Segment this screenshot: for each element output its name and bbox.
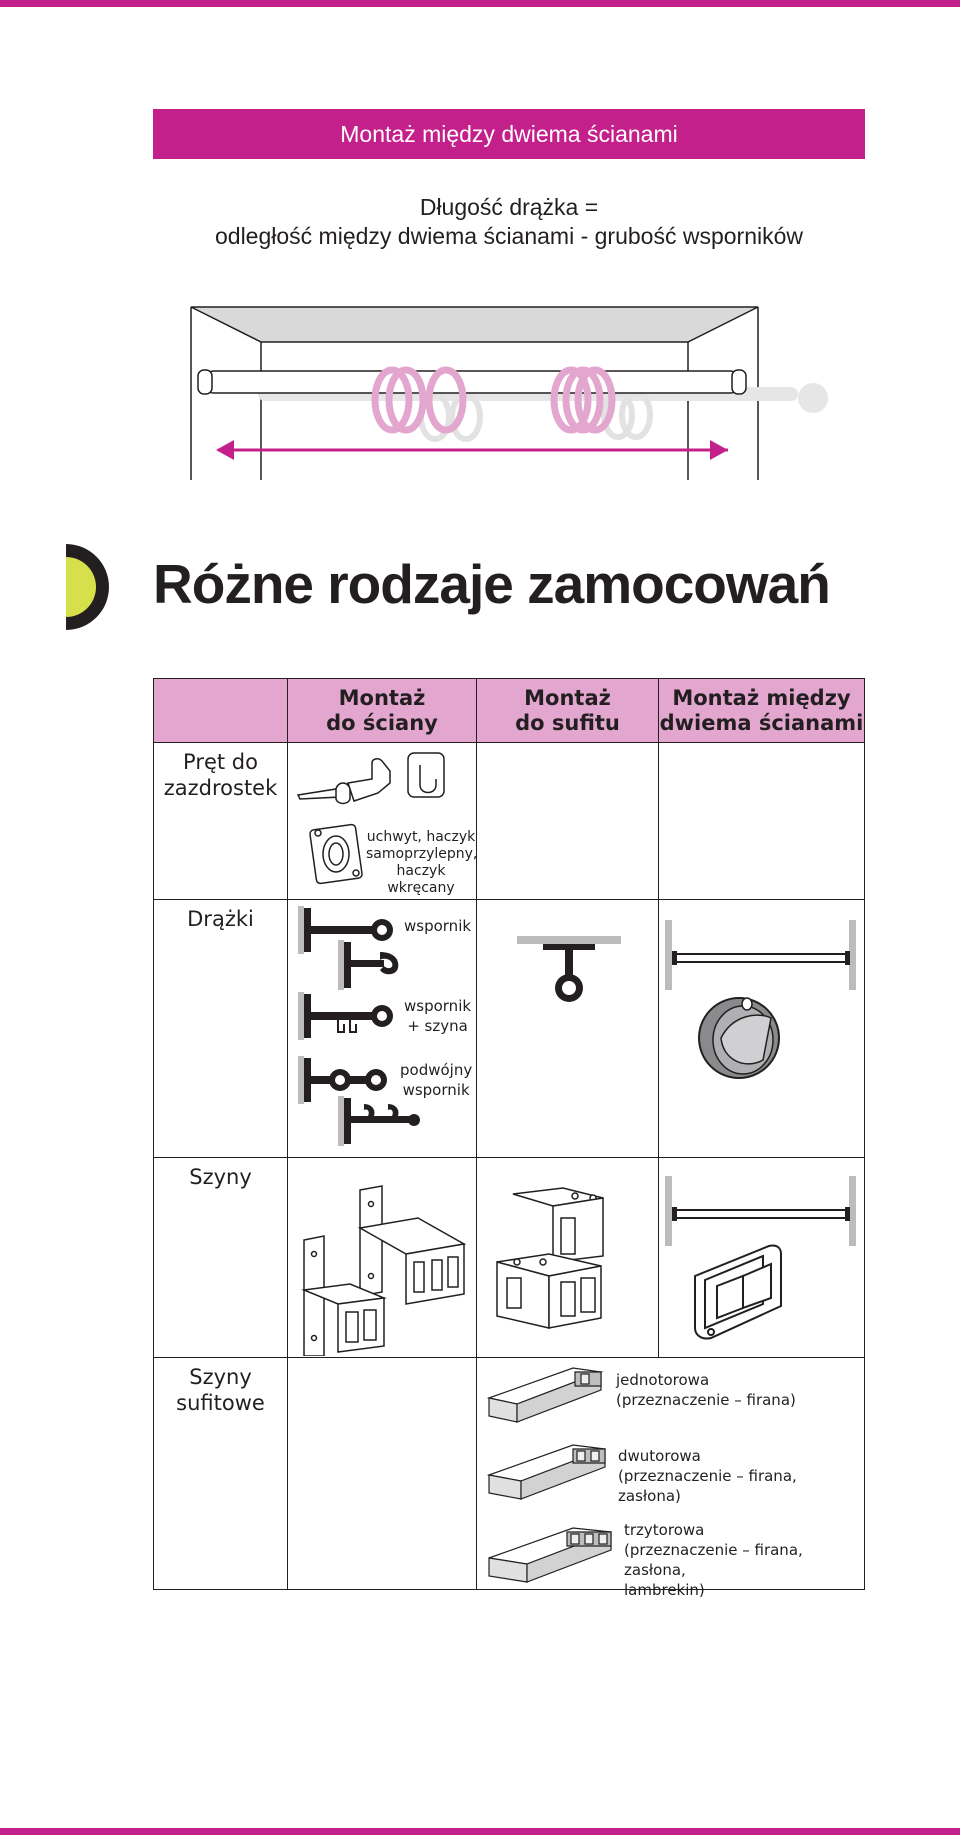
rod-between-walls-illustration — [188, 305, 833, 485]
rail-wall-holder-icon — [659, 1158, 865, 1356]
bracket-caption: wspornik — [404, 917, 472, 935]
cell-between-walls — [659, 743, 865, 900]
row-label: Pręt do zazdrostek — [154, 743, 288, 900]
double-bracket-caption: podwójny wspornik — [400, 1061, 473, 1099]
cell-between-walls — [659, 1158, 865, 1358]
formula-line-1: Długość drążka = — [419, 194, 599, 220]
cell-wall-mount — [288, 1158, 477, 1358]
cell-wall-mount — [288, 900, 477, 1158]
double-track-caption: dwutorowa (przeznaczenie – firana, zasłona) — [618, 1447, 797, 1505]
triple-track-caption: trzytorowa (przeznaczenie – firana, zasłona, lambrekin) — [624, 1521, 803, 1599]
row-label: Drążki — [154, 900, 288, 1158]
header-ceiling-mount: Montaż do sufitu — [477, 679, 659, 743]
mount-types-table — [153, 678, 865, 1599]
length-arrow — [216, 440, 728, 460]
formula-line-2: odległość między dwiema ścianami - grubość wsporników — [214, 223, 804, 249]
single-track-caption: jednotorowa (przeznaczenie – firana) — [616, 1371, 796, 1409]
table-header-row — [154, 679, 865, 743]
table-row — [154, 1358, 865, 1590]
header-wall-mount: Montaż do ściany — [288, 679, 477, 743]
section-title: Różne rodzaje zamocowań — [153, 553, 830, 615]
row-label: Szyny — [154, 1158, 288, 1358]
table-row — [154, 900, 865, 1158]
header-empty — [154, 679, 288, 743]
table-row — [154, 743, 865, 900]
cell-ceiling-mount — [477, 1158, 659, 1358]
bottom-accent-bar — [0, 1828, 960, 1835]
cell-ceiling-rails — [477, 1358, 865, 1599]
cell-ceiling-mount — [477, 900, 659, 1158]
header-between-walls: Montaż między dwiema ścianami — [659, 679, 865, 743]
rail-wall-brackets-icon — [288, 1158, 477, 1356]
top-accent-bar — [0, 0, 960, 7]
hooks-caption: uchwyt, haczyk samoprzylepny, haczyk wkręcany — [366, 829, 478, 896]
cell-wall-mount — [288, 743, 477, 900]
double-track-rail — [489, 1445, 605, 1499]
cell-ceiling-mount — [477, 743, 659, 900]
triple-track-rail — [489, 1528, 611, 1582]
table-row — [154, 1158, 865, 1358]
ceiling-bracket-icon — [477, 900, 659, 1156]
curtain-rod — [198, 370, 746, 394]
banner-title: Montaż między dwiema ścianami — [340, 120, 678, 147]
single-track-rail — [489, 1368, 601, 1422]
section-banner — [153, 109, 865, 159]
rail-ceiling-brackets-icon — [477, 1158, 659, 1356]
bracket-rail-caption: wspornik + szyna — [404, 997, 472, 1035]
cell-between-walls — [659, 900, 865, 1158]
section-marker-icon — [66, 544, 112, 630]
wall-rod-holder-icon — [659, 900, 865, 1156]
cell-wall-mount — [288, 1358, 477, 1590]
row-label: Szyny sufitowe — [154, 1358, 288, 1590]
